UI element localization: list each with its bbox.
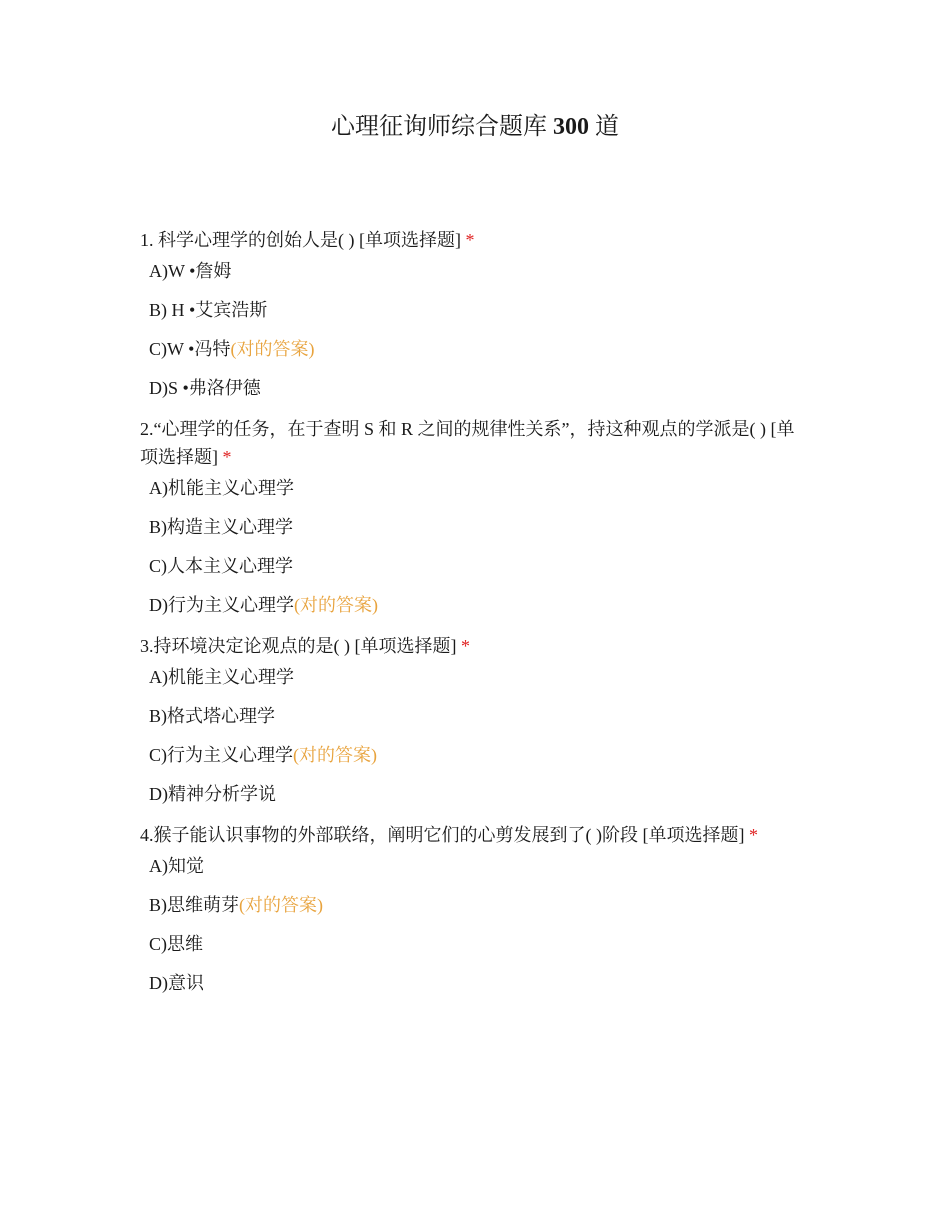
option-c xyxy=(149,743,800,767)
required-asterisk: * xyxy=(748,825,758,845)
option-text: A)机能主义心理学 xyxy=(149,478,294,498)
option-b xyxy=(149,893,800,917)
question-2 xyxy=(140,415,800,617)
option-a xyxy=(149,476,800,500)
option-d xyxy=(149,971,800,995)
question-stem xyxy=(140,415,800,471)
option-text: C)思维 xyxy=(149,934,203,954)
option-d xyxy=(149,593,800,617)
question-3 xyxy=(140,632,800,806)
option-text: C)行为主义心理学 xyxy=(149,745,293,765)
option-b xyxy=(149,298,800,322)
option-b xyxy=(149,704,800,728)
question-stem-text: 4.猴子能认识事物的外部联络，阐明它们的心剪发展到了( )阶段 [单项选择题] xyxy=(140,825,745,845)
option-c xyxy=(149,337,800,361)
question-stem-text: 2.“心理学的任务，在于查明 S 和 R 之间的规律性关系”，持这种观点的学派是( ) [单项选择题] xyxy=(140,419,795,467)
option-text: B)思维萌芽 xyxy=(149,895,239,915)
page-title xyxy=(0,110,950,144)
option-b xyxy=(149,515,800,539)
option-text: B) H •艾宾浩斯 xyxy=(149,300,268,320)
option-text: A)机能主义心理学 xyxy=(149,667,294,687)
option-text: B)格式塔心理学 xyxy=(149,706,275,726)
question-stem xyxy=(140,821,800,849)
required-asterisk: * xyxy=(465,230,475,250)
correct-answer-note: (对的答案) xyxy=(293,745,377,765)
option-c xyxy=(149,554,800,578)
option-a xyxy=(149,854,800,878)
correct-answer-note: (对的答案) xyxy=(294,595,378,615)
correct-answer-note: (对的答案) xyxy=(239,895,323,915)
option-text: D)精神分析学说 xyxy=(149,784,276,804)
option-text: A)W •詹姆 xyxy=(149,261,232,281)
question-stem-text: 1. 科学心理学的创始人是( ) [单项选择题] xyxy=(140,230,461,250)
option-text: C)人本主义心理学 xyxy=(149,556,293,576)
question-stem-text: 3.持环境决定论观点的是( ) [单项选择题] xyxy=(140,636,457,656)
option-text: D)S •弗洛伊德 xyxy=(149,378,261,398)
title-suffix: 道 xyxy=(595,114,619,140)
question-1 xyxy=(140,226,800,400)
option-c xyxy=(149,932,800,956)
required-asterisk: * xyxy=(222,447,232,467)
question-list xyxy=(140,226,800,1010)
option-text: D)意识 xyxy=(149,973,204,993)
option-a xyxy=(149,259,800,283)
option-text: A)知觉 xyxy=(149,856,204,876)
required-asterisk: * xyxy=(460,636,470,656)
question-4 xyxy=(140,821,800,995)
question-stem xyxy=(140,226,800,254)
correct-answer-note: (对的答案) xyxy=(230,339,315,359)
title-number: 300 xyxy=(553,114,589,140)
question-stem xyxy=(140,632,800,660)
option-d xyxy=(149,782,800,806)
title-prefix: 心理征询师综合题库 xyxy=(331,114,547,140)
option-text: C)W •冯特 xyxy=(149,339,231,359)
option-text: D)行为主义心理学 xyxy=(149,595,294,615)
option-a xyxy=(149,665,800,689)
option-d xyxy=(149,376,800,400)
option-text: B)构造主义心理学 xyxy=(149,517,293,537)
